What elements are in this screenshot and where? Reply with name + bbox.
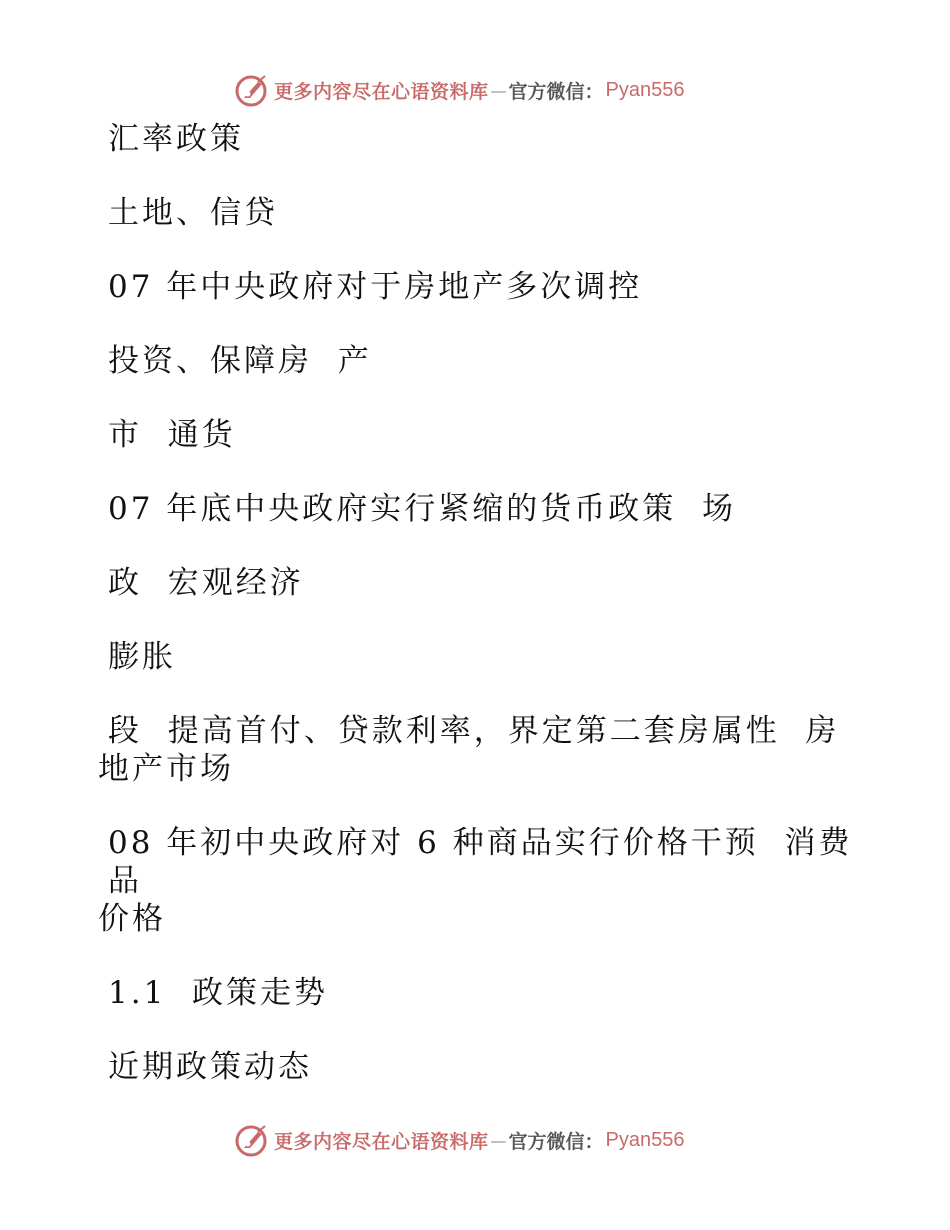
watermark-wechat-id: Pyan556 [605,78,685,101]
document-body [98,120,858,1086]
header-watermark [234,72,685,108]
paragraph-line: 08 年初中央政府对 6 种商品实行价格干预 消费品 [108,825,853,899]
watermark-dash: — [490,80,507,100]
text-line: 07 年底中央政府实行紧缩的货币政策 场 [108,491,737,527]
paragraph-line: 价格 [98,901,166,937]
watermark-dash: — [490,1130,507,1150]
text-line: 政 宏观经济 [108,565,304,601]
text-line: 土地、信贷 [108,195,278,231]
section-heading: 1.1 政策走势 [108,975,329,1011]
text-line: 市 通货 [108,417,236,453]
paragraph-housing-policy [98,712,858,788]
footer-watermark [234,1122,685,1158]
text-line: 投资、保障房 产 [108,343,372,379]
text-line: 07 年中央政府对于房地产多次调控 [108,269,643,305]
feather-pen-icon [234,72,270,108]
subheading: 近期政策动态 [108,1049,312,1085]
paragraph-price-intervention [98,824,858,938]
paragraph-line: 地产市场 [98,751,234,787]
text-line: 汇率政策 [108,121,244,157]
watermark-wechat-id: Pyan556 [605,1128,685,1151]
watermark-wechat-label: 官方微信： [508,80,604,103]
feather-pen-icon [234,1122,270,1158]
paragraph-line: 段 提高首付、贷款利率，界定第二套房属性 房 [108,713,840,749]
watermark-brand-text: 更多内容尽在心语资料库 [274,1130,489,1153]
watermark-brand-text: 更多内容尽在心语资料库 [274,80,489,103]
text-line: 膨胀 [108,639,176,675]
watermark-wechat-label: 官方微信： [508,1130,604,1153]
